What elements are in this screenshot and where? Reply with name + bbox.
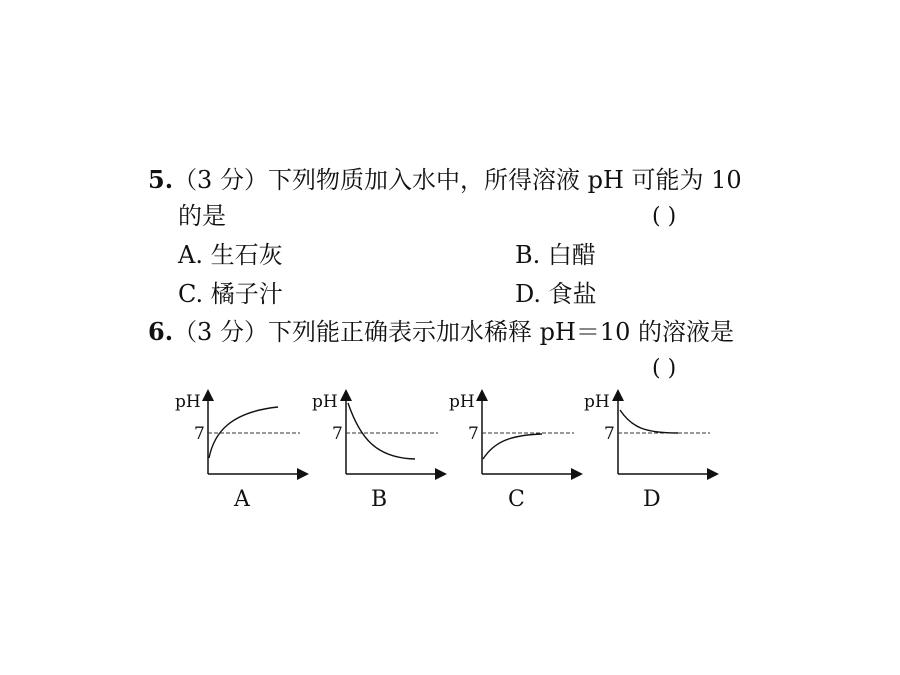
graph-d-caption: D	[643, 487, 661, 512]
q5-score: （3 分）	[173, 166, 268, 194]
graph-a[interactable]	[170, 388, 310, 513]
graph-d-curve	[620, 410, 678, 433]
graph-c-caption: C	[508, 487, 525, 512]
q5-line1	[148, 165, 742, 195]
q5-stem-line2: 的是	[178, 202, 226, 230]
graph-c[interactable]	[444, 388, 584, 513]
q5-option-d[interactable]	[515, 279, 597, 309]
graph-b-curve	[348, 403, 415, 459]
q5-option-a-label: A.	[178, 241, 203, 269]
graph-c-ylabel: pH	[449, 392, 475, 412]
q6-number: 6.	[148, 317, 174, 346]
graph-c-curve	[483, 434, 542, 459]
graph-a-caption: A	[234, 487, 250, 512]
q5-option-b-label: B.	[515, 241, 541, 269]
q5-option-b[interactable]	[515, 240, 596, 270]
graph-d-ylabel: pH	[584, 392, 610, 412]
graph-b-caption: B	[371, 487, 388, 512]
q5-number: 5.	[148, 165, 174, 194]
graph-a-curve	[209, 407, 278, 458]
q5-stem-line1: 下列物质加入水中，所得溶液 pH 可能为 10	[267, 166, 742, 194]
graph-b[interactable]	[308, 388, 448, 513]
graph-d-ref-label: 7	[604, 424, 615, 444]
q6-score: （3 分）	[173, 318, 268, 346]
graph-a-ref-label: 7	[194, 424, 205, 444]
q5-option-c-text: 橘子汁	[210, 280, 283, 308]
q5-option-d-text: 食盐	[548, 280, 597, 308]
graph-c-ref-label: 7	[468, 424, 479, 444]
q6-line1	[148, 317, 734, 347]
q6-answer-paren: ( )	[652, 356, 677, 381]
q5-option-a-text: 生石灰	[210, 241, 283, 269]
q5-option-b-text: 白醋	[547, 241, 596, 269]
q5-option-c-label: C.	[178, 280, 204, 308]
q5-option-c[interactable]	[178, 279, 283, 309]
q5-answer-paren: ( )	[652, 204, 677, 229]
q5-option-a[interactable]	[178, 240, 283, 270]
q6-stem-line1: 下列能正确表示加水稀释 pH＝10 的溶液是	[267, 318, 735, 346]
graph-a-ylabel: pH	[175, 392, 201, 412]
graph-b-ylabel: pH	[312, 392, 338, 412]
graph-b-ref-label: 7	[332, 424, 343, 444]
graph-d[interactable]	[580, 388, 720, 513]
q5-option-d-label: D.	[515, 280, 542, 308]
